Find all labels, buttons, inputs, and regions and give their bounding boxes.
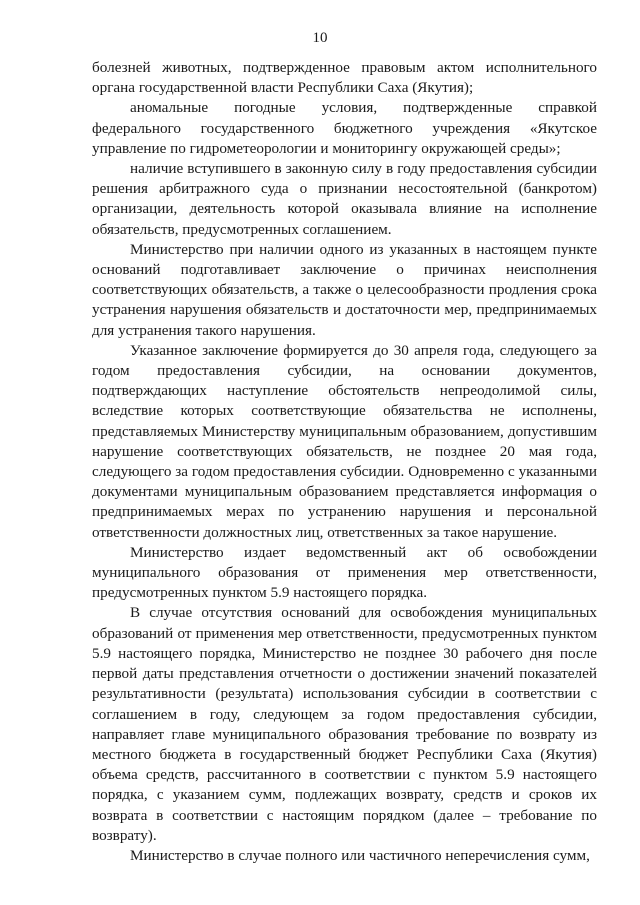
paragraph-bankruptcy-decision: наличие вступившего в законную силу в году предоставления субсидии решения арбитражного суда о признании несостоятельной (банкротом) организации, деятельность которой оказывала влияние на исполнение обязательств, предусмотренных соглашением.	[92, 160, 597, 238]
page-number: 10	[312, 30, 328, 46]
document-body	[92, 58, 597, 866]
paragraph-departmental-act: Министерство издает ведомственный акт об освобождении муниципального образования от применения мер ответственности, предусмотренных пунктом 5.9 настоящего порядка.	[92, 543, 597, 602]
paragraph-ministry-conclusion: Министерство при наличии одного из указанных в настоящем пункте оснований подготавливает заключение о причинах неисполнения соответствующих обязательств, а также о целесообразности продления срока устранения нарушения обязательств и достаточности мер, предпринимаемых для устранения такого нарушения.	[92, 240, 597, 339]
paragraph-continuation: болезней животных, подтвержденное правовым актом исполнительного органа государственной власти Республики Саха (Якутия);	[92, 59, 597, 97]
paragraph-weather-conditions: аномальные погодные условия, подтвержденные справкой федерального государственного бюджетного учреждения «Якутское управление по гидрометеорологии и мониторингу окружающей среды»;	[92, 99, 597, 157]
paragraph-refund-requirement: В случае отсутствия оснований для освобождения муниципальных образований от применения мер ответственности, предусмотренных пунктом 5.9 настоящего порядка, Министерство не позднее 30 рабочего дня после первой даты представления отчетности о достижении значений показателей результативности (результата) использования субсидии в соответствии с соглашением в году, следующем за годом предоставления субсидии, направляет главе муниципального образования требование по возврату из местного бюджета в государственный бюджет Республики Саха (Якутия) объема средств, рассчитанного в соответствии с пунктом 5.9 настоящего порядка, с указанием сумм, подлежащих возврату, средств и сроков их возврата в соответствии с настоящим порядком (далее – требование по возврату).	[92, 604, 597, 844]
paragraph-conclusion-deadline: Указанное заключение формируется до 30 апреля года, следующего за годом предоставления субсидии, на основании документов, подтверждающих наступление обстоятельств непреодолимой силы, вследствие которых соответствующие обязательства не исполнены, представляемых Министерству муниципальным образованием, допустившим нарушение соответствующих обязательств, не позднее 20 мая года, следующего за годом предоставления субсидии. Одновременно с указанными документами муниципальным образованием представляется информация о предпринимаемых мерах по устранению нарушения и персональной ответственности должностных лиц, ответственных за такое нарушение.	[92, 341, 597, 541]
paragraph-non-transfer: Министерство в случае полного или частичного неперечисления сумм,	[130, 846, 590, 864]
